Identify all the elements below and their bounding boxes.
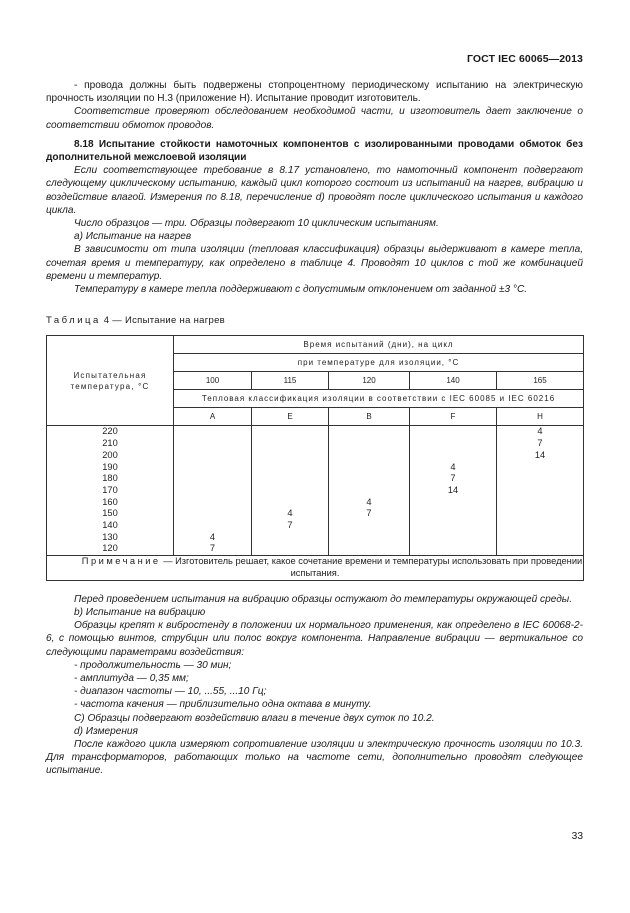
header-at-temperature: при температуре для изоляции, °С — [174, 354, 584, 372]
standard-header: ГОСТ IEC 60065—2013 — [466, 53, 583, 65]
temp-header-140: 140 — [410, 372, 497, 390]
table-caption-text: 4 — Испытание на нагрев — [103, 315, 225, 327]
table-caption-label: Таблица — [46, 315, 101, 327]
intro-paragraph-1: - провода должны быть подвержены стопроцентному периодическому испытанию на электрическую прочность изоляции по Н.3 (приложение Н). Испытание проводит изготовитель. — [46, 80, 583, 105]
heating-test-heading: а) Испытание на нагрев — [74, 231, 192, 243]
measurements-heading: d) Измерения — [74, 725, 138, 737]
days-column-h: 4 7 14 — [497, 426, 584, 556]
days-column-b: 4 7 — [329, 426, 410, 556]
class-header-h: H — [497, 408, 584, 426]
section-paragraph-5: Температуру в камере тепла поддерживают с допустимым отклонением от заданной ±3 °С. — [74, 284, 528, 296]
section-paragraph-2: Число образцов — три. Образцы подвергают 10 циклическим испытаниям. — [74, 218, 439, 230]
table-caption — [46, 314, 583, 327]
header-thermal-class: Тепловая классификация изоляции в соответствии с IEC 60085 и IEC 60216 — [174, 390, 584, 408]
header-test-temperature: Испытательная температура, °С — [47, 336, 174, 426]
temp-header-165: 165 — [497, 372, 584, 390]
note-text: — Изготовитель решает, какое сочетание времени и температуры использовать при проведении испытания. — [163, 556, 583, 578]
temp-header-100: 100 — [174, 372, 252, 390]
page-content — [46, 79, 583, 778]
vibration-param-duration: - продолжительность — 30 мин; — [74, 659, 232, 671]
table-note — [47, 556, 584, 581]
after-paragraph-3: Образцы крепят к вибростенду в положении их нормального применения, как определено в IEC 60068-2-6, с помощью винтов, струбцин или полос вокруг компонента. Направление вибрации — вертикальное со следующими параметрами воздействия: — [46, 620, 583, 658]
section-paragraph-1: Если соответствующее требование в 8.17 установлено, то намоточный компонент подвергают следующему циклическому испытанию, каждый цикл которого состоит из испытаний на нагрев, вибрацию и воздействие влагой. Измерения по 8.18, перечисление d) проводят после циклического испытания и каждого цикла. — [46, 165, 583, 216]
class-header-e: E — [252, 408, 329, 426]
page-number: 33 — [571, 831, 583, 842]
after-paragraph-1: Перед проведением испытания на вибрацию образцы остужают до температуры окружающей среды. — [74, 593, 573, 605]
section-title: 8.18 Испытание стойкости намоточных компонентов с изолированными проводами обмоток без дополнительной межслоевой изоляции — [46, 138, 583, 164]
vibration-param-frequency: - диапазон частоты — 10, ...55, ...10 Гц; — [74, 686, 267, 698]
note-label: Примечание — [81, 556, 161, 567]
class-header-b: B — [329, 408, 410, 426]
days-column-f: 4 7 14 — [410, 426, 497, 556]
vibration-test-heading: b) Испытание на вибрацию — [74, 606, 206, 618]
humidity-test-paragraph: С) Образцы подвергают воздействию влаги в течение двух суток по 10.2. — [74, 712, 435, 724]
temp-header-115: 115 — [252, 372, 329, 390]
days-column-e: 4 7 — [252, 426, 329, 556]
class-header-f: F — [410, 408, 497, 426]
after-paragraph-6: После каждого цикла измеряют сопротивление изоляции и электрическую прочность изоляции по 10.3. Для трансформаторов, работающих только на частоте сети, дополнительно проводят следующее испытание. — [46, 739, 583, 777]
header-time: Время испытаний (дни), на цикл — [174, 336, 584, 354]
vibration-param-sweep: - частота качения — приблизительно одна октава в минуту. — [74, 699, 372, 711]
intro-paragraph-2: Соответствие проверяют обследованием необходимой части, и изготовитель дает заключение о соответствии обмоток проводов. — [46, 106, 583, 131]
section-paragraph-4: В зависимости от типа изоляции (тепловая классификация) образцы выдерживают в камере тепла, сочетая время и температуру, как определено в таблице 4. Проводят 10 циклов с той же комбинацией времени и температур. — [46, 244, 583, 282]
heating-test-table — [46, 335, 584, 580]
temp-header-120: 120 — [329, 372, 410, 390]
class-header-a: A — [174, 408, 252, 426]
days-column-a: 4 7 — [174, 426, 252, 556]
test-temperatures-column: 220 210 200 190 180 170 160 150 140 130 120 — [47, 426, 174, 556]
vibration-param-amplitude: - амплитуда — 0,35 мм; — [74, 673, 189, 684]
